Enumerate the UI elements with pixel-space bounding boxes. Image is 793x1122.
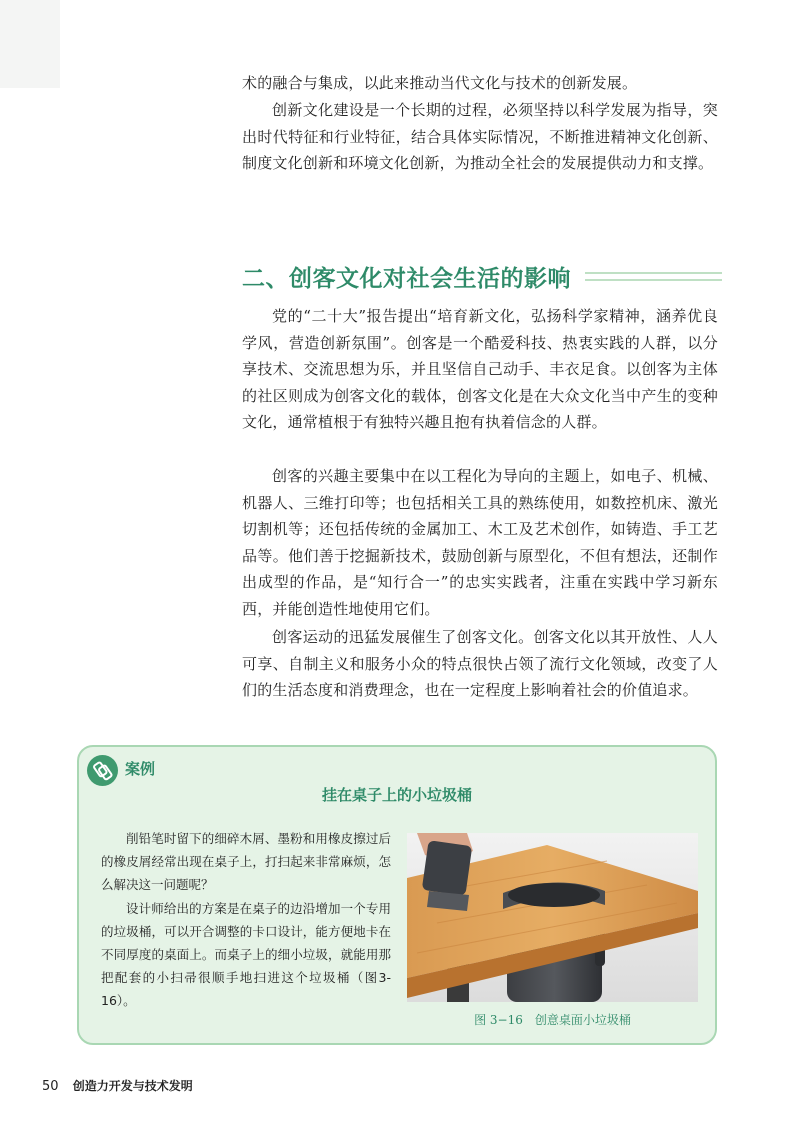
paragraph-innovation-culture: 创新文化建设是一个长期的过程，必须坚持以科学发展为指导，突出时代特征和行业特征，结合具体实际情况，不断推进精神文化创新、制度文化创新和环境文化创新，为推动全社会的发展提供动力和支撑。 <box>242 101 718 173</box>
paragraph-maker-definition: 党的“二十大”报告提出“培育新文化，弘扬科学家精神，涵养优良学风，营造创新氛围”。创客是一个酷爱科技、热衷实践的人群，以分享技术、交流思想为乐，并且坚信自己动手、丰衣足食。以创客为主体的社区则成为创客文化的载体，创客文化是在大众文化当中产生的变种文化，通常植根于有独特兴趣且抱有执着信念的人群。 <box>242 307 718 432</box>
case-title: 挂在桌子上的小垃圾桶 <box>321 786 472 804</box>
heading-divider <box>585 272 722 281</box>
case-study-box <box>77 745 717 1045</box>
page-footer <box>42 1077 193 1094</box>
page-edge-strip <box>0 0 60 88</box>
case-symbol-icon <box>87 755 118 786</box>
case-badge-icon <box>87 755 118 786</box>
case-paragraph-problem: 削铅笔时留下的细碎木屑、墨粉和用橡皮擦过后的橡皮屑经常出现在桌子上，打扫起来非常麻烦，怎么解决这一问题呢？ <box>101 831 391 892</box>
section-heading <box>242 258 722 294</box>
book-title: 创造力开发与技术发明 <box>72 1079 193 1093</box>
paragraph-maker-interests: 创客的兴趣主要集中在以工程化为导向的主题上，如电子、机械、机器人、三维打印等；也包括相关工具的熟练使用，如数控机床、激光切割机等；还包括传统的金属加工、木工及艺术创作，如铸造、手工艺品等。他们善于挖掘新技术，鼓励创新与原型化，不但有想法，还制作出成型的作品，是“知行合一”的忠实实践者，注重在实践中学习新东西，并能创造性地使用它们。 <box>242 467 718 618</box>
figure-caption: 图 3−16 创意桌面小垃圾桶 <box>474 1013 631 1027</box>
desk-trash-bin-illustration <box>407 833 698 1002</box>
figure-desk-trash-bin <box>407 833 698 1002</box>
paragraph-top-continuation: 术的融合与集成，以此来推动当代文化与技术的创新发展。 <box>242 74 638 92</box>
case-paragraph-solution: 设计师给出的方案是在桌子的边沿增加一个专用的垃圾桶，可以开合调整的卡口设计，能方便地卡在不同厚度的桌面上。而桌子上的细小垃圾，就能用那把配套的小扫帚很顺手地扫进这个垃圾桶（图3-16）。 <box>101 901 391 1008</box>
paragraph-maker-movement: 创客运动的迅猛发展催生了创客文化。创客文化以其开放性、人人可享、自制主义和服务小众的特点很快占领了流行文化领域，改变了人们的生活态度和消费理念，也在一定程度上影响着社会的价值追求。 <box>242 628 718 700</box>
page-number: 50 <box>42 1079 59 1094</box>
section-heading-text: 二、创客文化对社会生活的影响 <box>242 265 571 292</box>
case-label: 案例 <box>125 760 156 778</box>
